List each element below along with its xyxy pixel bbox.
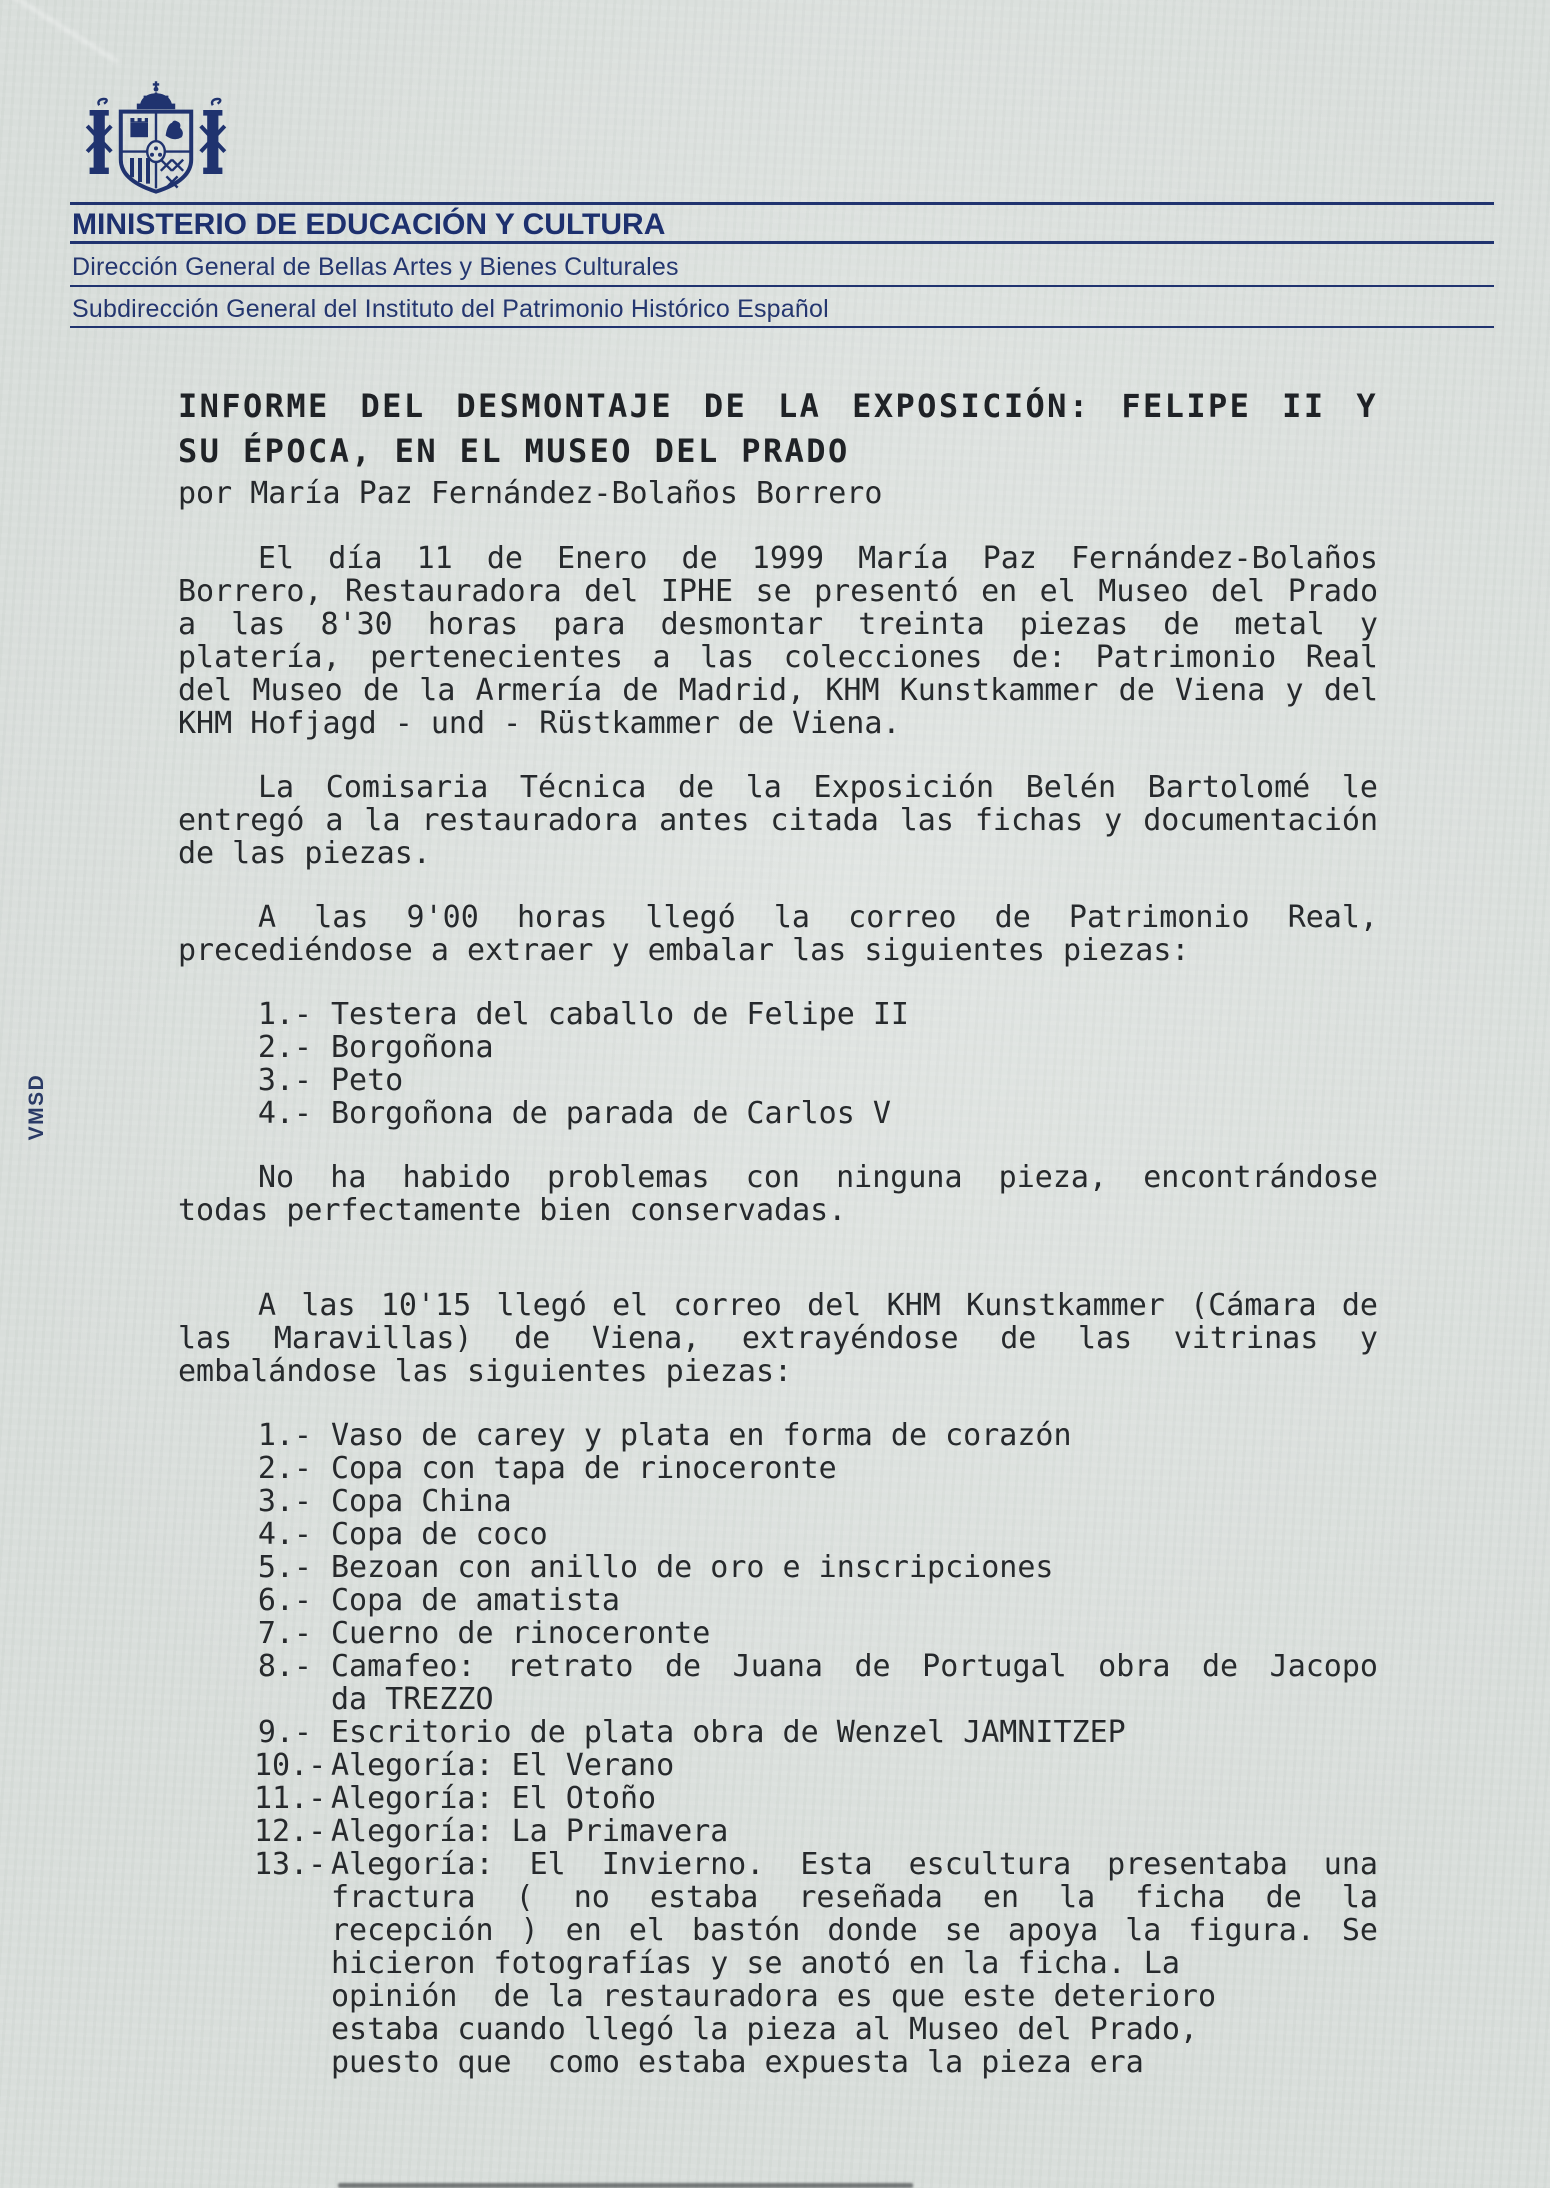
subdirection-line: Subdirección General del Instituto del Patrimonio Histórico Español — [72, 295, 829, 323]
paper-crease — [0, 0, 119, 63]
header-rule — [70, 285, 1494, 287]
list-item-number: 1.- — [257, 997, 312, 1032]
text-line: Alegoría: La Primavera — [331, 1814, 729, 1849]
header-rule — [70, 202, 1494, 205]
paragraph — [178, 1161, 1378, 1227]
list-item — [254, 1584, 1378, 1617]
text-line: fractura ( no estaba reseñada en la ficha de la — [331, 1880, 1378, 1915]
list-item-number: 2.- — [257, 1030, 312, 1065]
list-item-text — [331, 1815, 1378, 1848]
list-item-number: 4.- — [257, 1517, 312, 1552]
text-line: precediéndose a extraer y embalar las siguientes piezas: — [178, 933, 1190, 968]
text-line: hicieron fotografías y se anotó en la ficha. La — [331, 1946, 1180, 1981]
ministry-title: MINISTERIO DE EDUCACIÓN Y CULTURA — [72, 208, 666, 241]
list-item-number: 3.- — [257, 1484, 312, 1519]
paragraph — [178, 901, 1378, 967]
text-line: INFORME DEL DESMONTAJE DE LA EXPOSICIÓN: FELIPE II Y — [178, 387, 1378, 425]
list-item-number: 13.- — [254, 1847, 327, 1882]
text-line: Vaso de carey y plata en forma de corazón — [331, 1418, 1072, 1453]
list-item-number: 10.- — [254, 1748, 327, 1783]
list-item-number: 6.- — [257, 1583, 312, 1618]
list-item — [254, 1782, 1378, 1815]
list-item — [254, 1419, 1378, 1452]
text-line: recepción ) en el bastón donde se apoya la figura. Se — [331, 1913, 1378, 1948]
paragraph — [178, 542, 1378, 740]
scan-edge-smudge — [338, 2183, 913, 2188]
list-item — [254, 1485, 1378, 1518]
text-line: por María Paz Fernández-Bolaños Borrero — [178, 476, 883, 511]
text-line: Copa con tapa de rinoceronte — [331, 1451, 837, 1486]
text-line: embalándose las siguientes piezas: — [178, 1354, 793, 1389]
list-item-text — [331, 1716, 1378, 1749]
text-line: de las piezas. — [178, 836, 431, 871]
text-line: Borgoñona — [331, 1030, 494, 1065]
text-line: El día 11 de Enero de 1999 María Paz Fernández-Bolaños — [258, 541, 1378, 576]
text-line: La Comisaria Técnica de la Exposición Belén Bartolomé le — [258, 770, 1378, 805]
list-item-number: 7.- — [257, 1616, 312, 1651]
text-line: Camafeo: retrato de Juana de Portugal obra de Jacopo — [331, 1649, 1378, 1684]
text-line: Copa China — [331, 1484, 512, 1519]
text-line: No ha habido problemas con ninguna pieza, encontrándose — [258, 1160, 1378, 1195]
list-item-number: 9.- — [257, 1715, 312, 1750]
list-item-number: 3.- — [257, 1063, 312, 1098]
list-item-text — [331, 1617, 1378, 1650]
list-item — [254, 1716, 1378, 1749]
text-line: da TREZZO — [331, 1682, 494, 1717]
paragraph — [178, 1289, 1378, 1388]
list-item — [254, 1097, 1378, 1130]
list-item-text — [331, 1551, 1378, 1584]
list-item-text — [331, 1518, 1378, 1551]
header-rule — [70, 326, 1494, 328]
text-line: KHM Hofjagd - und - Rüstkammer de Viena. — [178, 706, 901, 741]
direction-general-line: Dirección General de Bellas Artes y Bienes Culturales — [72, 253, 679, 281]
paragraph — [178, 771, 1378, 870]
list-item-number: 11.- — [254, 1781, 327, 1816]
list-item-text — [331, 1097, 1378, 1130]
list-item — [254, 1452, 1378, 1485]
text-line: puesto que como estaba expuesta la pieza era — [331, 2045, 1144, 2080]
list-item-number: 5.- — [257, 1550, 312, 1585]
list-item-text — [331, 1584, 1378, 1617]
list-item-text — [331, 1650, 1378, 1716]
text-line: A las 9'00 horas llegó la correo de Patrimonio Real, — [258, 900, 1378, 935]
list-item-text — [331, 1452, 1378, 1485]
list-item-number: 2.- — [257, 1451, 312, 1486]
list-item — [254, 1815, 1378, 1848]
text-line: Copa de coco — [331, 1517, 548, 1552]
text-line: Bezoan con anillo de oro e inscripciones — [331, 1550, 1054, 1585]
text-line: Testera del caballo de Felipe II — [331, 997, 909, 1032]
text-line: Escritorio de plata obra de Wenzel JAMNITZEP — [331, 1715, 1126, 1750]
list-item-number: 12.- — [254, 1814, 327, 1849]
text-line: a las 8'30 horas para desmontar treinta piezas de metal y — [178, 607, 1378, 642]
text-line: Copa de amatista — [331, 1583, 620, 1618]
text-line: Alegoría: El Invierno. Esta escultura presentaba una — [331, 1847, 1378, 1882]
text-line: Cuerno de rinoceronte — [331, 1616, 711, 1651]
list-item-text — [331, 1749, 1378, 1782]
list-item-text — [331, 1064, 1378, 1097]
spain-coat-of-arms-icon — [76, 78, 236, 206]
text-line: SU ÉPOCA, EN EL MUSEO DEL PRADO — [178, 432, 850, 470]
text-line: Borrero, Restauradora del IPHE se presentó en el Museo del Prado — [178, 574, 1378, 609]
text-line: Alegoría: El Verano — [331, 1748, 675, 1783]
list-item — [254, 1650, 1378, 1716]
document-title — [178, 384, 1378, 474]
document-content — [178, 384, 1378, 2079]
text-line: entregó a la restauradora antes citada las fichas y documentación — [178, 803, 1378, 838]
text-line: Peto — [331, 1063, 404, 1098]
list-item-text — [331, 1848, 1378, 2079]
numbered-list — [178, 1419, 1378, 2079]
list-item-number: 4.- — [257, 1096, 312, 1131]
list-item — [254, 1518, 1378, 1551]
list-item-number: 8.- — [257, 1649, 312, 1684]
text-line: Borgoñona de parada de Carlos V — [331, 1096, 891, 1131]
list-item — [254, 1617, 1378, 1650]
header-rule — [70, 241, 1494, 244]
list-item — [254, 1749, 1378, 1782]
text-line: del Museo de la Armería de Madrid, KHM Kunstkammer de Viena y del — [178, 673, 1378, 708]
list-item-text — [331, 1782, 1378, 1815]
list-item-text — [331, 1031, 1378, 1064]
list-item-text — [331, 998, 1378, 1031]
list-item — [254, 1848, 1378, 2079]
numbered-list — [178, 998, 1378, 1130]
list-item — [254, 1064, 1378, 1097]
text-line: A las 10'15 llegó el correo del KHM Kunstkammer (Cámara de — [258, 1288, 1378, 1323]
list-item-number: 1.- — [257, 1418, 312, 1453]
list-item-text — [331, 1419, 1378, 1452]
byline — [178, 477, 1378, 511]
list-item — [254, 1551, 1378, 1584]
text-line: estaba cuando llegó la pieza al Museo del Prado, — [331, 2012, 1198, 2047]
list-item — [254, 998, 1378, 1031]
margin-stamp: VMSD — [25, 1073, 48, 1141]
list-item-text — [331, 1485, 1378, 1518]
text-line: las Maravillas) de Viena, extrayéndose de las vitrinas y — [178, 1321, 1378, 1356]
text-line: Alegoría: El Otoño — [331, 1781, 657, 1816]
list-item — [254, 1031, 1378, 1064]
text-line: todas perfectamente bien conservadas. — [178, 1193, 847, 1228]
text-line: opinión de la restauradora es que este deterioro — [331, 1979, 1217, 2014]
text-line: platería, pertenecientes a las colecciones de: Patrimonio Real — [178, 640, 1378, 675]
